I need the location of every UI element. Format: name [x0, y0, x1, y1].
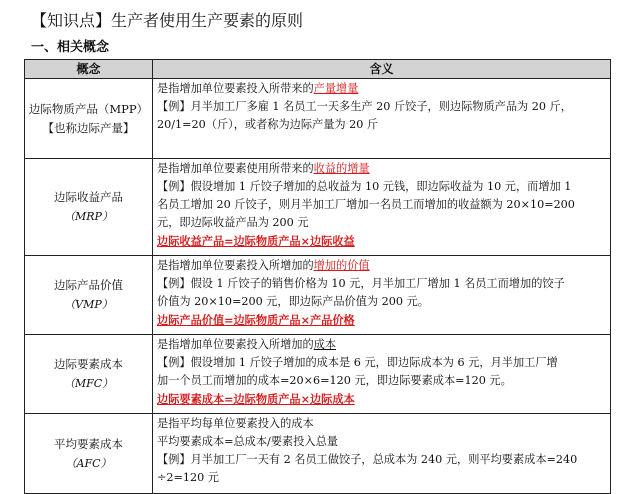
- term-abbreviation: （MFC）: [63, 377, 114, 390]
- example-line: 加一个员工而增加的成本=20×6=120 元，即边际要素成本=120 元。: [157, 374, 512, 387]
- section-heading: 一、相关概念: [31, 40, 110, 55]
- table-row: [25, 414, 611, 494]
- key-term: 成本: [313, 338, 337, 351]
- column-header-concept: 概念: [25, 60, 153, 79]
- table-header-row: [25, 60, 611, 79]
- example-line: 平均要素成本=总成本/要素投入总量: [157, 435, 338, 448]
- meaning-cell: [153, 335, 611, 414]
- term-name: 平均要素成本: [54, 436, 123, 451]
- term-name: 边际要素成本: [54, 357, 123, 371]
- term-abbreviation: （MRP）: [64, 210, 113, 223]
- term-cell: [25, 79, 153, 159]
- meaning-cell: [153, 159, 611, 256]
- concepts-table: [24, 59, 611, 494]
- definition-text: 是指增加单位要素使用所带来的: [157, 162, 314, 175]
- key-term: 收益的增量: [313, 162, 370, 175]
- definition-line: [157, 336, 607, 354]
- table-row: [25, 159, 611, 256]
- column-header-meaning: 含义: [153, 60, 611, 79]
- term-cell: [25, 159, 153, 256]
- definition-text: 是指增加单位要素投入所增加的: [157, 338, 314, 351]
- formula-line: 边际收益产品=边际物质产品×边际收益: [157, 234, 355, 248]
- definition-text: 是指增加单位要素投入所带来的: [157, 82, 314, 95]
- table-row: [25, 335, 611, 414]
- definition-text: 是指增加单位要素投入所增加的: [157, 259, 314, 272]
- definition-line: [157, 257, 607, 275]
- example-line: 价值为 20×10=200 元，即边际产品价值为 200 元。: [157, 295, 429, 308]
- term-name: 边际收益产品: [54, 190, 123, 204]
- example-line: 【例】假设 1 斤饺子的销售价格为 10 元，月半加工厂增加 1 名员工而增加的饺子: [157, 277, 565, 290]
- definition-line: [157, 160, 607, 178]
- example-line: 元，即边际收益产品为 200 元: [157, 216, 309, 229]
- example-line: 【例】假设增加 1 斤饺子增加的总收益为 10 元钱，即边际收益为 10 元，而增加 1: [157, 180, 572, 193]
- example-line: 【例】月半加工厂一天有 2 名员工做饺子，总成本为 240 元，则平均要素成本=240: [157, 453, 578, 466]
- key-term: 增加的价值: [313, 259, 370, 272]
- example-line: 20/1=20（斤），或者称为边际产量为 20 斤: [157, 118, 379, 131]
- meaning-cell: [153, 414, 611, 494]
- term-name: 边际物质产品（MPP）: [28, 101, 149, 116]
- example-line: 【例】月半加工厂多雇 1 名员工一天多生产 20 斤饺子，则边际物质产品为 20 斤，: [157, 100, 572, 113]
- definition-line: [157, 415, 607, 433]
- definition-line: [157, 80, 607, 98]
- meaning-cell: [153, 256, 611, 335]
- table-row: [25, 79, 611, 159]
- term-cell: [25, 335, 153, 414]
- formula-line: 边际要素成本=边际物质产品×边际成本: [157, 392, 355, 406]
- term-abbreviation: （AFC）: [65, 456, 112, 470]
- term-abbreviation: （VMP）: [64, 298, 113, 311]
- formula-line: 边际产品价值=边际物质产品×产品价格: [157, 313, 355, 327]
- example-line: 名员工增加 20 斤饺子，则月半加工厂增加一名员工而增加的收益额为 20×10=200: [157, 198, 575, 211]
- key-term: 产量增量: [313, 82, 359, 95]
- example-line: 【例】假设增加 1 斤饺子增加的成本是 6 元，即边际成本为 6 元，月半加工厂增: [157, 356, 558, 369]
- table-row: [25, 256, 611, 335]
- page-title: 【知识点】生产者使用生产要素的原则: [31, 11, 304, 30]
- term-name: 边际产品价值: [54, 278, 123, 292]
- example-line: ÷2=120 元: [157, 471, 219, 484]
- term-cell: [25, 256, 153, 335]
- definition-text: 是指平均每单位要素投入的成本: [157, 417, 314, 430]
- term-alias: 【也称边际产量】: [42, 120, 135, 135]
- term-cell: [25, 414, 153, 494]
- meaning-cell: [153, 79, 611, 159]
